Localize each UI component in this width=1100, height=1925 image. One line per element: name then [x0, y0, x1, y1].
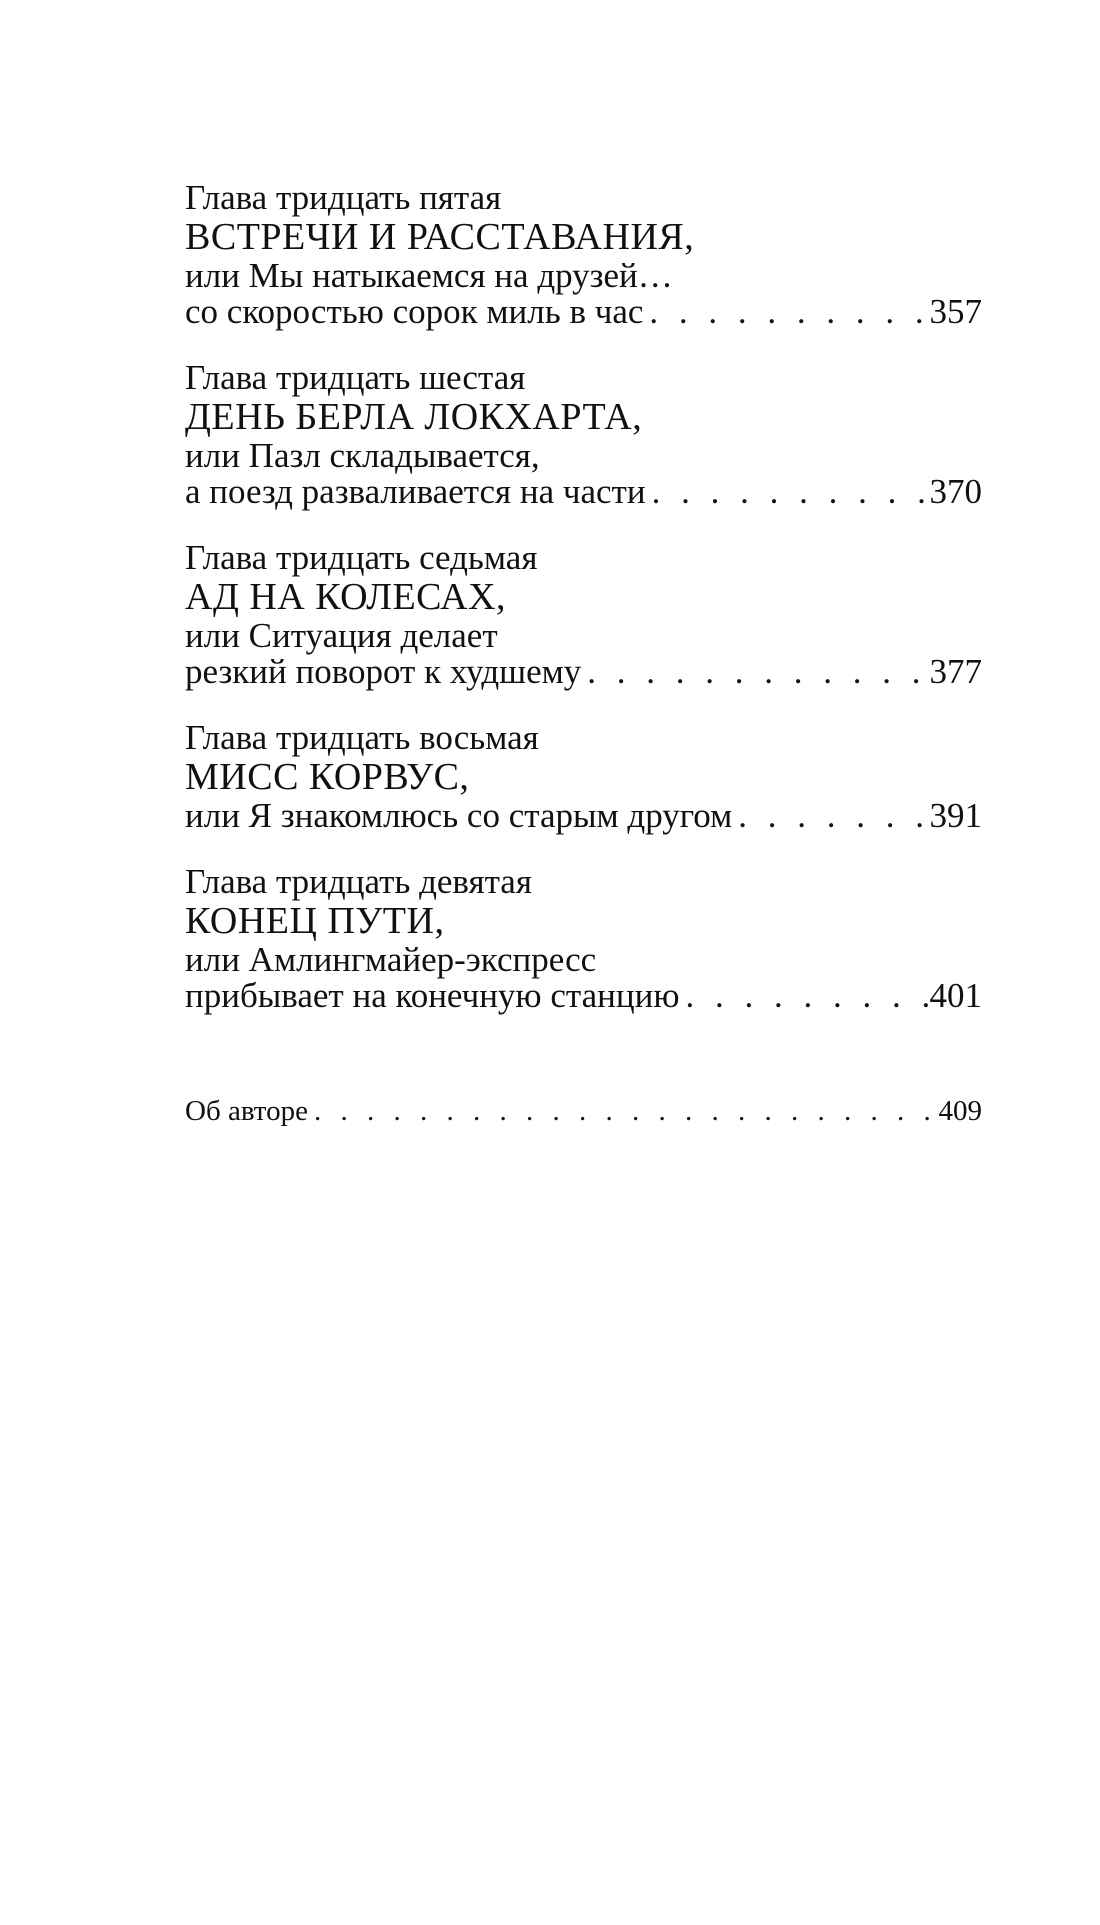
chapter-number: Глава тридцать девятая	[185, 862, 532, 901]
toc-entry-38[interactable]	[185, 720, 982, 834]
chapter-leader-line	[185, 474, 982, 510]
chapter-subtitle: или Ситуация делает	[185, 616, 498, 655]
chapter-title: ДЕНЬ БЕРЛА ЛОКХАРТА,	[185, 396, 643, 438]
chapter-subtitle: резкий поворот к худшему	[185, 652, 582, 691]
table-of-contents	[185, 180, 982, 1044]
chapter-title: АД НА КОЛЕСАХ,	[185, 576, 507, 618]
dot-leader	[685, 978, 927, 1014]
about-leader-line	[185, 1095, 982, 1127]
chapter-leader-line	[185, 654, 982, 690]
page-number: 391	[929, 796, 982, 835]
chapter-number: Глава тридцать шестая	[185, 358, 526, 397]
chapter-subtitle: а поезд разваливается на части	[185, 472, 646, 511]
about-author-label: Об авторе	[185, 1095, 308, 1127]
chapter-subtitle: или Амлингмайер-экспресс	[185, 940, 597, 979]
chapter-number: Глава тридцать седьмая	[185, 538, 538, 577]
chapter-leader-line	[185, 294, 982, 330]
dot-leader	[649, 294, 927, 330]
toc-entry-37[interactable]	[185, 540, 982, 690]
chapter-title: ВСТРЕЧИ И РАССТАВАНИЯ,	[185, 216, 695, 258]
chapter-title: МИСС КОРВУС,	[185, 756, 470, 798]
dot-leader	[738, 798, 927, 834]
dot-leader	[314, 1095, 937, 1127]
chapter-subtitle: со скоростью сорок миль в час	[185, 292, 644, 331]
chapter-subtitle: или Мы натыкаемся на друзей…	[185, 256, 673, 295]
chapter-subtitle: или Я знакомлюсь со старым другом	[185, 796, 733, 835]
page-number: 401	[929, 976, 982, 1015]
page-number: 357	[929, 292, 982, 331]
dot-leader	[587, 654, 927, 690]
toc-entry-about-author[interactable]	[185, 1095, 982, 1127]
chapter-leader-line	[185, 978, 982, 1014]
toc-entry-36[interactable]	[185, 360, 982, 510]
chapter-number: Глава тридцать пятая	[185, 178, 502, 217]
page-number: 377	[929, 652, 982, 691]
chapter-subtitle: или Пазл складывается,	[185, 436, 540, 475]
page-number: 370	[929, 472, 982, 511]
chapter-title: КОНЕЦ ПУТИ,	[185, 900, 445, 942]
chapter-leader-line	[185, 798, 982, 834]
dot-leader	[652, 474, 928, 510]
page-number: 409	[938, 1095, 982, 1127]
toc-entry-35[interactable]	[185, 180, 982, 330]
chapter-subtitle: прибывает на конечную станцию	[185, 976, 680, 1015]
chapter-number: Глава тридцать восьмая	[185, 718, 539, 757]
toc-entry-39[interactable]	[185, 864, 982, 1014]
